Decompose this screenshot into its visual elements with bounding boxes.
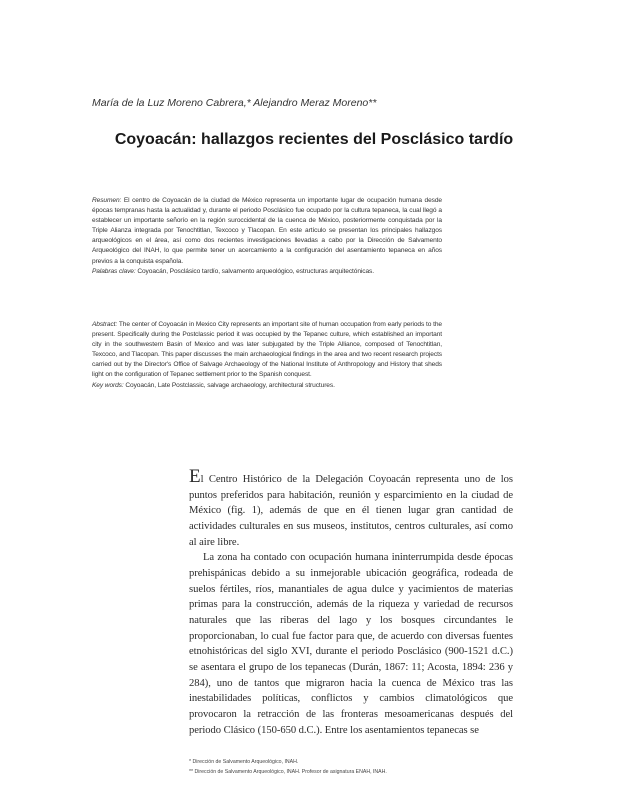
resumen-label: Resumen: <box>92 197 122 204</box>
paragraph-2: La zona ha contado con ocupación humana ininterrumpida desde épocas prehispánicas debido a su inmejorable ubicación geográfica, rodeada de suelos fértiles, ríos, manantiales de agua dulce y yacimientos de materias primas para la construcción, además de la riqueza y variedad de recursos naturales que las riberas del lago y los bosques circundantes le proporcionaban, lo cual fue factor para que, de acuerdo con diversas fuentes etnohistóricas del siglo XVI, durante el periodo Posclásico (900-1521 d.C.) se asentara el grupo de los tepanecas (Durán, 1867: 11; Acosta, 1894: 236 y 284), uno de tantos que migraron hacia la cuenca de México tras las inestabilidades políticas, conflictos y cambios climatológicos que provocaron la retracción de las fronteras mesoamericanas después del periodo Clásico (150-650 d.C.). Entre los asentamientos tepanecas se <box>189 552 513 736</box>
article-title: Coyoacán: hallazgos recientes del Posclásico tardío <box>114 131 514 148</box>
palabras-clave-label: Palabras clave: <box>92 267 136 275</box>
main-text <box>189 466 513 738</box>
authors-line: María de la Luz Moreno Cabrera,* Alejandro Meraz Moreno** <box>92 97 377 109</box>
palabras-clave-text: Coyoacán, Posclásico tardío, salvamento arqueológico, estructuras arquitectónicas. <box>137 267 374 275</box>
paragraph-1-text: l Centro Histórico de la Delegación Coyoacán representa uno de los puntos preferidos para habitación, reunión y esparcimiento en la ciudad de México (fig. 1), además de que en él tienen lugar gran cantidad de actividades culturales en sus museos, institutos, centros culturales, así como al aire libre. <box>189 474 513 548</box>
abstract-block <box>92 320 442 391</box>
footnotes <box>189 757 519 777</box>
abstract-text: The center of Coyoacán in Mexico City represents an important site of human occupation from early periods to the present. Specifically during the Postclassic period it was occupied by the Tepanec culture, which established an important city in the southwestern Basin of Mexico and was later subjugated by the Triple Alliance, composed of Tenochtitlan, Texcoco, and Tlacopan. This paper discusses the main archaeological findings in the area and two recent research projects carried out by the Director's Office of Salvage Archaeology of the National Institute of Anthropology and History that sheds light on the configuration of Tepanec settlement prior to the Spanish conquest. <box>92 321 442 379</box>
footnote-2: ** Dirección de Salvamento Arqueológico, INAH. Profesor de asignatura ENAH, INAH. <box>189 769 387 775</box>
key-words-label: Key words: <box>92 381 124 389</box>
key-words-text: Coyoacán, Late Postclassic, salvage archaeology, architectural structures. <box>125 381 335 389</box>
drop-cap: E <box>189 466 201 487</box>
footnote-1: * Dirección de Salvamento Arqueológico, INAH. <box>189 759 299 765</box>
resumen-block <box>92 196 442 277</box>
paragraph-1 <box>189 466 513 550</box>
resumen-text: El centro de Coyoacán de la ciudad de México representa un importante lugar de ocupación humana desde épocas tempranas hasta la actualidad y, durante el periodo Posclásico fue ocupado por la cultura tepaneca, la cual llegó a establecer un importante señorío en la región suroccidental de la cuenca de México, posteriormente conquistada por la Triple Alianza integrada por Tenochtitlan, Texcoco y Tlacopan. En este artículo se presentan los principales hallazgos arqueológicos en el área, así como dos recientes investigaciones llevadas a cabo por la Dirección de Salvamento Arqueológico del INAH, lo que permite tener un acercamiento a la configuración del asentamiento tepaneca en años previos a la conquista española. <box>92 197 442 265</box>
abstract-label: Abstract: <box>92 321 118 328</box>
